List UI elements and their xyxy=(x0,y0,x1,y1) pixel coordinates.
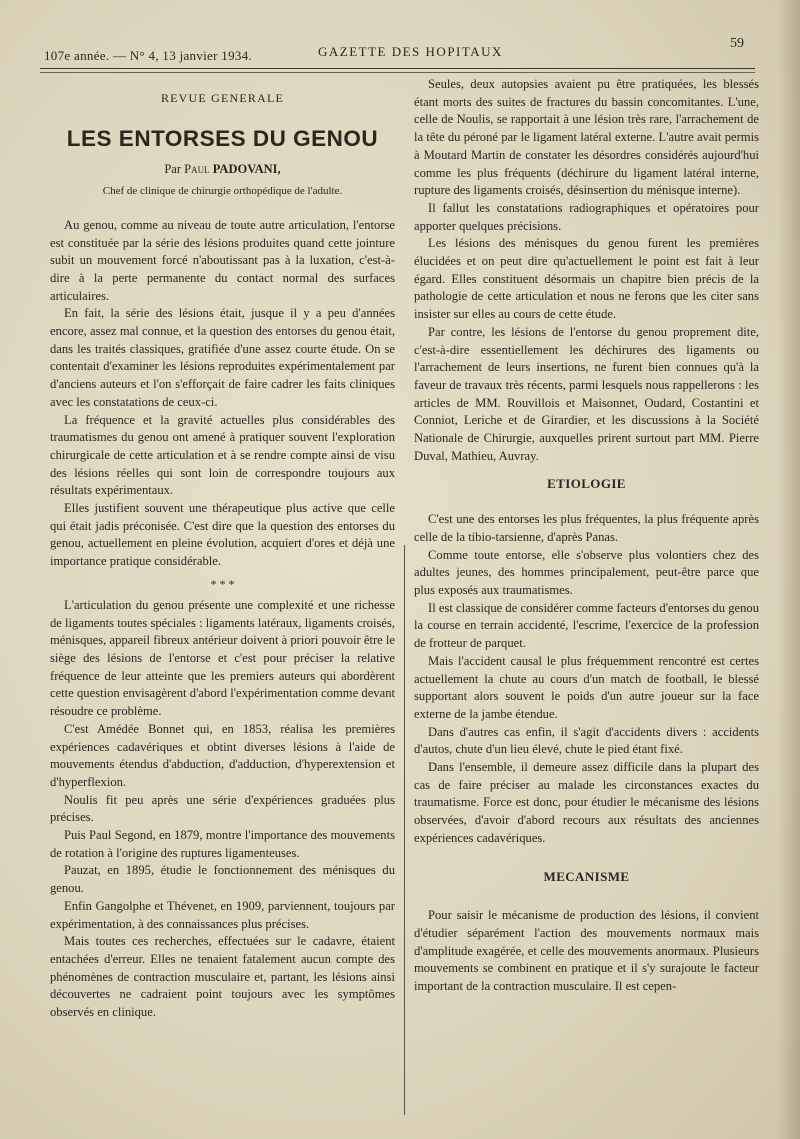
paragraph: Pour saisir le mécanisme de production des lésions, il convient d'étudier séparément l'action des mouvements normaux mais d'amplitude exagérée, et celle des mouvements anormaux. Plusieurs mouvements se combinent en pratique et il s'y surajoute le facteur important de la contraction musculaire. Il est cepen- xyxy=(414,908,759,994)
header-rule xyxy=(40,68,755,69)
heading-etiologie: ETIOLOGIE xyxy=(547,476,626,492)
section-label: REVUE GENERALE xyxy=(160,91,285,105)
issue-info: 107e année. — N° 4, 13 janvier 1934. xyxy=(44,48,253,63)
paragraph: Seules, deux autopsies avaient pu être pratiquées, les blessés étant morts des suites de fractures du bassin concomitantes. L'une, celle de Noulis, se rapportait à une lésion très rare, l'arrachement de la tête du péroné par le ligament latéral externe. L'autre avait permis à Moutard Martin de constater les désordres considérés aujourd'hui comme les plus fréquents (déchirure du ligament latéral interne, rupture des ligaments croisés, désinsertion du ménisque interne). xyxy=(414,77,759,198)
paragraph: Dans d'autres cas enfin, il s'agit d'accidents divers : accidents d'autos, chute d'un lieu élevé, chute le pied étant fixé. xyxy=(414,724,759,757)
paragraph: Au genou, comme au niveau de toute autre articulation, l'entorse est constituée par la série des lésions produites quand cette jointure subit un mouvement forcé n'aboutissant pas à la luxation, c'est-à-dire à la perte permanente du contact normal des surfaces articulaires. xyxy=(50,217,395,303)
paragraph: Enfin Gangolphe et Thévenet, en 1909, parviennent, toujours par expérimentation, à des connaissances plus précises. xyxy=(50,898,395,931)
paragraph: La fréquence et la gravité actuelles plus considérables des traumatismes du genou ont amené à pratiquer souvent l'exploration chirurgicale de cette articulation et à se rendre compte ainsi de visu des lésions réelles qui sont loin de correspondre toujours aux résultats expérimentaux. xyxy=(50,412,395,498)
page-number: 59 xyxy=(730,36,744,51)
paragraph: C'est Amédée Bonnet qui, en 1853, réalisa les premières expériences cadavériques et obtint diverses lésions à l'aide de mouvements étendus d'abduction, d'adduction, d'hyperextension et d'hyperflexion. xyxy=(50,721,395,789)
paragraph: Comme toute entorse, elle s'observe plus volontiers chez des adultes jeunes, des hommes principalement, peut-être parce que plus exposés aux traumatismes. xyxy=(414,547,759,597)
left-column xyxy=(50,78,395,1022)
section-separator: * * * xyxy=(210,576,235,591)
paragraph: En fait, la série des lésions était, jusque il y a peu d'années encore, assez mal connue, et la question des entorses du genou était, dans les traités classiques, gratifiée d'une assez courte étude. On se contentait d'examiner les lésions reproduites expérimentalement par d'anciens auteurs et l'on s'efforçait de faire cadrer les faits cliniques avec les constatations de ceux-ci. xyxy=(50,306,395,409)
paragraph: Les lésions des ménisques du genou furent les premières élucidées et on peut dire qu'actuellement le point est fait à leur égard. Elles constituent désormais un chapitre bien précis de la pathologie de cette articulation et nous ne ferons que les citer sans insister sur elles au cours de cette étude. xyxy=(414,236,759,322)
paragraph: C'est une des entorses les plus fréquentes, la plus fréquente après celle de la tibio-tarsienne, d'après Panas. xyxy=(414,512,759,544)
paragraph: Puis Paul Segond, en 1879, montre l'importance des mouvements de rotation à l'origine des ruptures ligamenteuses. xyxy=(50,828,395,860)
article-title: LES ENTORSES DU GENOU xyxy=(66,125,379,151)
header-rule-thin xyxy=(40,72,755,73)
paragraph: Il est classique de considérer comme facteurs d'entorses du genou la course en terrain accidenté, l'escrime, l'exercice de la profession de frotteur de parquet. xyxy=(414,600,759,651)
paragraph: Par contre, les lésions de l'entorse du genou proprement dite, c'est-à-dire essentiellement les déchirures des ligaments ou l'arrachement de leurs insertions, ne furent bien connues qu'à la faveur de travaux très récents, parmi lesquels nous rappellerons : les articles de MM. Rouvillois et Maisonnet, Oudard, Costantini et Conniot, Leriche et de Girardier, et les discussions à la Société Nationale de Chirurgie, auxquelles prirent surtout part MM. Pierre Duval, Mathieu, Auvray. xyxy=(414,324,759,463)
paragraph: Dans l'ensemble, il demeure assez difficile dans la plupart des cas de faire préciser au malade les circonstances exactes du traumatisme. Force est donc, pour étudier le mécanisme des lésions observées, d'avoir d'abord recours aux résultats des anciennes expériences cadavériques. xyxy=(414,760,759,845)
byline xyxy=(50,161,395,179)
byline-prefix: Par xyxy=(164,162,181,177)
paragraph: Elles justifient souvent une thérapeutique plus active que celle qui était jadis préconisée. C'est dire que la question des entorses du genou, actuellement en pleine évolution, acquiert d'ores et déjà une importance pratique considérable. xyxy=(50,501,395,569)
right-column xyxy=(414,76,759,996)
paragraph: Il fallut les constatations radiographiques et opératoires pour apporter quelques précisions. xyxy=(414,200,759,233)
author-first-name: Paul xyxy=(184,162,210,177)
column-divider xyxy=(404,545,405,1115)
paragraph: Pauzat, en 1895, étudie le fonctionnement des ménisques du genou. xyxy=(50,863,395,896)
author-role: Chef de clinique de chirurgie orthopédique de l'adulte. xyxy=(102,185,343,198)
page-edge-shadow xyxy=(778,0,800,1139)
paragraph: L'articulation du genou présente une complexité et une richesse de ligaments toutes spéciales : ligaments latéraux, ligaments croisés, ménisques, appareil fibreux antérieur doivent à priori pouvoir être le siège des lésions de l'entorse et c'est pour préciser la relative fréquence de leur atteinte que les premiers auteurs qui abordèrent cette question envisagèrent d'abord l'expérimentation comme devant résoudre ce problème. xyxy=(50,597,395,719)
journal-title: GAZETTE DES HOPITAUX xyxy=(318,44,503,59)
heading-mecanisme: MECANISME xyxy=(543,868,630,884)
paragraph: Mais toutes ces recherches, effectuées sur le cadavre, étaient entachées d'erreur. Elles ne tenaient fatalement aucun compte des phénomènes de contraction musculaire et, partant, les lésions ainsi découvertes ne cadraient point toujours avec les symptômes observés en clinique. xyxy=(50,934,395,1020)
paragraph: Mais l'accident causal le plus fréquemment rencontré est certes actuellement la chute au cours d'un match de football, le blessé supportant alors souvent le poids d'un autre joueur sur la face externe de la jambe étendue. xyxy=(414,653,759,721)
author-last-name: PADOVANI, xyxy=(212,162,281,177)
paragraph: Noulis fit peu après une série d'expériences graduées plus précises. xyxy=(50,792,395,825)
